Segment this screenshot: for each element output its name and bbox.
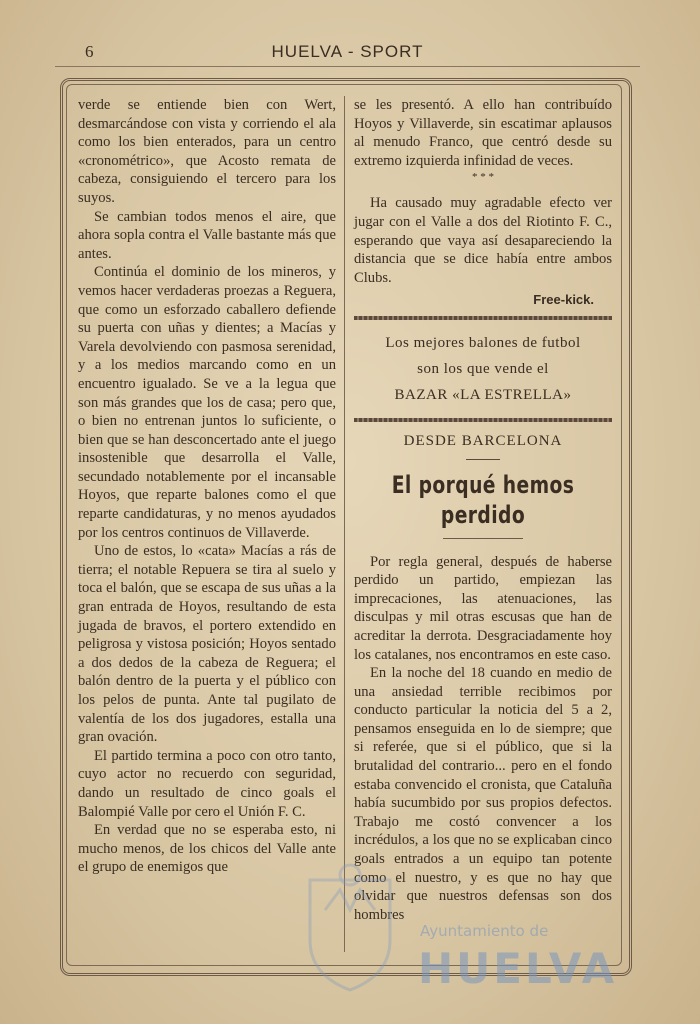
ornamental-rule	[354, 316, 612, 320]
page-header	[55, 42, 640, 67]
section-stars: * * *	[472, 171, 494, 184]
article-paragraph: En la noche del 18 cuando en medio de una ansiedad terrible recibimos por conducto particular la noticia del 5 a 2, pensamos enseguida en lo de siempre; que si referée, que si el público, que si la brutalidad del contrario... pero en el fondo estaba convencido el cronista, que Cataluña había sucumbido por sus propios defectos. Trabajo me costó convencer a los incrédulos, a los que no se explicaban cinco goals entrados a un equipo tan potente como el nuestro, y es que no hay que olvidar que nuestros defensas son dos hombres	[354, 665, 612, 923]
column-divider	[344, 96, 345, 952]
article-paragraph: En verdad que no se esperaba esto, ni mucho menos, de los chicos del Valle ante el grupo de enemigos que	[78, 822, 336, 876]
ad-line: Los mejores balones de futbol	[385, 334, 581, 351]
advertisement	[354, 326, 612, 412]
page-number: 6	[85, 42, 94, 61]
author-signature: Free-kick.	[533, 292, 594, 308]
article-paragraph: Uno de estos, lo «cata» Macías a rás de tierra; el notable Repuera se tira al suelo y toca el balón, que se escapa de sus uñas a la gran entrada de Hoyos, resultando de esta jugada de bravos, el portero extendido en peligrosa y vistosa posición; Hoyos sentado a dos dedos de la cabeza de Reguera; el balón dentro de la puerta y el público con los pelos de punta. Ante tal pugilato de valentía de los dos jugadores, estalla una gran ovación.	[78, 543, 336, 746]
short-rule	[466, 459, 500, 460]
ad-line: BAZAR «LA ESTRELLA»	[394, 386, 572, 403]
article-paragraph: Se cambian todos menos el aire, que ahora sopla contra el Valle bastante más que antes.	[78, 208, 336, 262]
section-kicker: DESDE BARCELONA	[403, 432, 563, 449]
journal-title: HUELVA - SPORT	[271, 42, 424, 61]
ad-line: son los que vende el	[417, 360, 549, 377]
left-column	[78, 96, 336, 877]
article-paragraph: El partido termina a poco con otro tanto, cuyo actor no recuerdo con seguridad, dando un resultado de cinco goals el Balompié Valle por cero el Unión F. C.	[78, 747, 336, 820]
watermark-city-text: HUELVA	[418, 944, 618, 993]
article-paragraph: Por regla general, después de haberse perdido un partido, empiezan las imprecaciones, las atenuaciones, las disculpas y mil otras escusas que han de acreditar la derrota. Desgraciadamente hoy los catalanes, nos encontramos en este caso.	[354, 553, 612, 663]
article-headline: El porqué hemos perdido	[391, 470, 575, 529]
watermark-council-text: Ayuntamiento de	[420, 922, 549, 940]
note-paragraph: Ha causado muy agradable efecto ver jugar con el Valle a dos del Riotinto F. C., esperando que vaya así desapareciendo la distancia que se dice había entre ambos Clubs.	[354, 195, 612, 286]
ornamental-rule	[354, 418, 612, 422]
right-column	[354, 96, 612, 924]
headline-rule	[443, 538, 523, 539]
article-paragraph: Continúa el dominio de los mineros, y vemos hacer verdaderas proezas a Reguera, que como un esforzado caballero defiende su puerta con uñas y dientes; a Macías y Varela devolviendo con pasmosa serenidad, y a los medios marcando como en un encuentro igualado. Se ve a la legua que son más grandes que los de casa; pero que, o bien no entrenan juntos lo suficiente, o bien que se han desconcertado ante el juego insostenible que desarrolla el Valle, secundado notablemente por el incansable Hoyos, que reparte balones como el que reparte candidaturas, y no menos ayudados por los centros continuos de Villaverde.	[78, 264, 336, 541]
article-paragraph: verde se entiende bien con Wert, desmarcándose con vista y corriendo el ala como los bien enterados, para un centro «cronométrico», que Acosto remata de cabeza, consiguiendo el tercero para los suyos.	[78, 97, 336, 206]
article-paragraph: se les presentó. A ello han contribuído Hoyos y Villaverde, sin escatimar aplausos al menudo Franco, que centró desde su extremo izquierda infinidad de veces.	[354, 97, 612, 169]
